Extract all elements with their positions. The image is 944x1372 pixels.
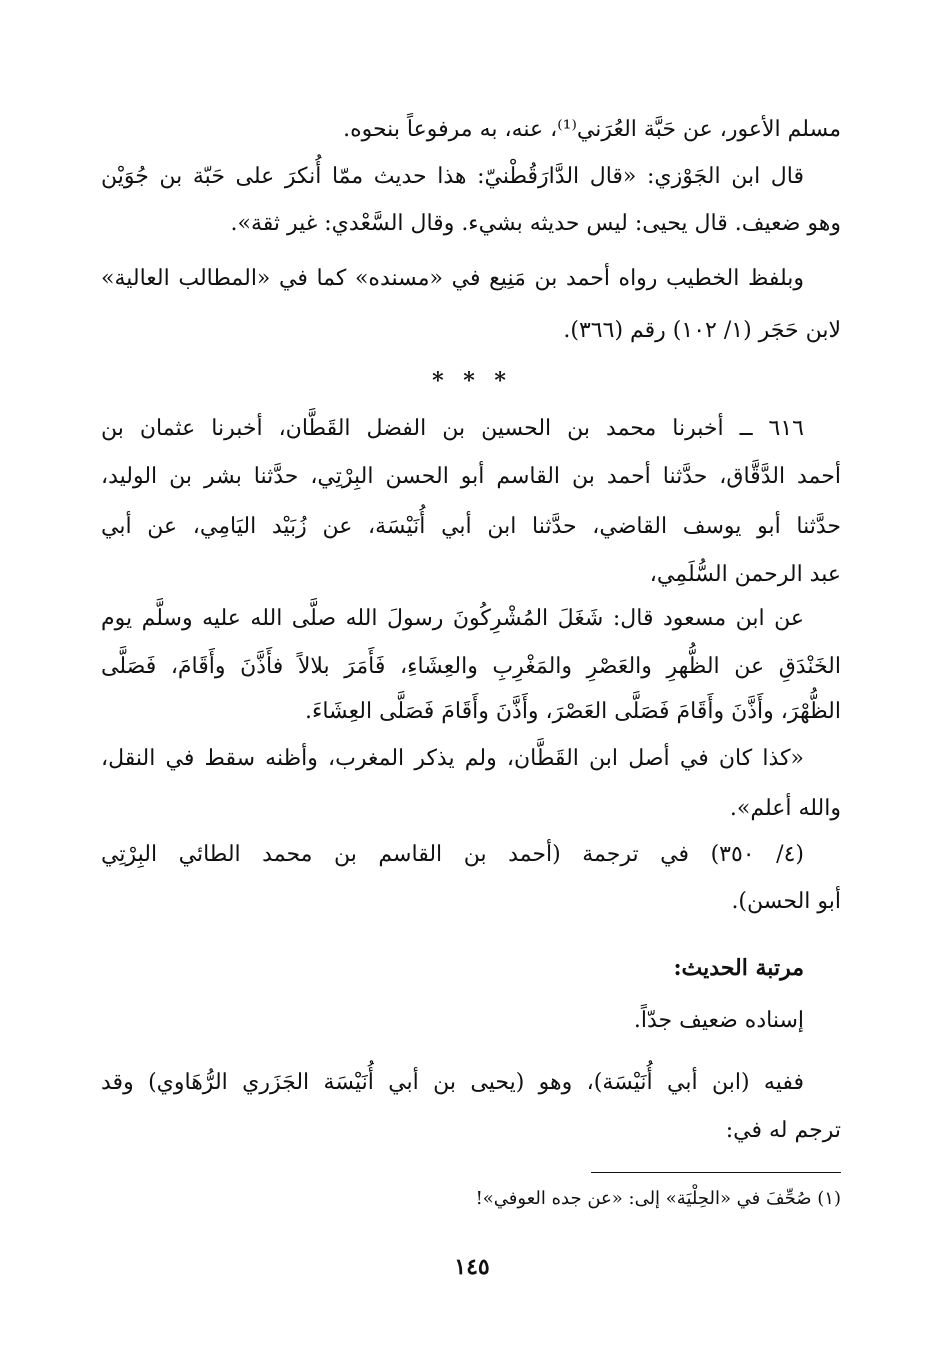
text-line: (٤/ ٣٥٠) في ترجمة (أحمد بن القاسم بن محمد الطائي البِرْتِي xyxy=(101,842,804,867)
text-line: أبو الحسن). xyxy=(731,889,841,914)
section-heading: مرتبة الحديث: xyxy=(673,955,804,981)
text-line: وبلفظ الخطيب رواه أحمد بن مَنِيع في «مسنده» كما في «المطالب العالية» xyxy=(101,266,804,291)
text-line: «كذا كان في أصل ابن القَطَّان، ولم يذكر المغرب، وأظنه سقط في النقل، xyxy=(101,746,804,771)
text-line: وهو ضعيف. قال يحيى: ليس حديثه بشيء. وقال السَّعْدي: غير ثقة». xyxy=(230,211,841,236)
text-line: حدَّثنا أبو يوسف القاضي، حدَّثنا ابن أبي أُنَيْسَة، عن زُبَيْد اليَامِي، عن أبي xyxy=(101,514,841,539)
text-line: لابن حَجَر (١/ ١٠٢) رقم (٣٦٦). xyxy=(563,318,841,343)
text-line: والله أعلم». xyxy=(729,796,841,821)
footnote: (١) صُحِّفَ في «الحِلْيَة» إلى: «عن جده العوفي»! xyxy=(475,1188,841,1209)
text-line: عن ابن مسعود قال: شَغَلَ المُشْرِكُونَ رسولَ الله صلَّى الله عليه وسلَّم يوم xyxy=(101,606,804,631)
section-separator: * * * xyxy=(432,368,512,394)
text-line: قال ابن الجَوْزي: «قال الدَّارَقُطْنيّ: هذا حديث ممّا أُنكرَ على حَبّة بن جُوَيْن xyxy=(101,164,804,189)
text-line: ففيه (ابن أبي أُنَيْسَة)، وهو (يحيى بن أبي أُنَيْسَة الجَزَري الرُّهَاوي) وقد xyxy=(101,1070,804,1095)
text-line: ٦١٦ ــ أخبرنا محمد بن الحسين بن الفضل القَطَّان، أخبرنا عثمان بن xyxy=(101,416,804,441)
footnote-rule xyxy=(591,1172,841,1173)
text-line: أحمد الدَّقَّاق، حدَّثنا أحمد بن القاسم أبو الحسن البِرْتِي، حدَّثنا بشر بن الوليد، xyxy=(101,464,841,489)
text-line: عبد الرحمن السُّلَمِي، xyxy=(649,562,841,587)
text-line: الخَنْدَقِ عن الظُّهرِ والعَصْرِ والمَغْرِبِ والعِشَاءِ، فَأَمَرَ بلالاً فأَذَّنَ وأَقَامَ، فَصَلَّى xyxy=(101,654,841,679)
text-line: الظُّهْرَ، وأَذَّنَ وأَقَامَ فَصَلَّى العَصْرَ، وأَذَّنَ وأَقَامَ فَصَلَّى العِشَاءَ. xyxy=(305,699,841,724)
text-line: مسلم الأعور، عن حَبَّة العُرَني⁽¹⁾، عنه، به مرفوعاً بنحوه. xyxy=(343,117,841,142)
page-number: ١٤٥ xyxy=(454,1254,490,1280)
text-line: ترجم له في: xyxy=(725,1118,841,1143)
text-line: إسناده ضعيف جدّاً. xyxy=(633,1008,804,1033)
